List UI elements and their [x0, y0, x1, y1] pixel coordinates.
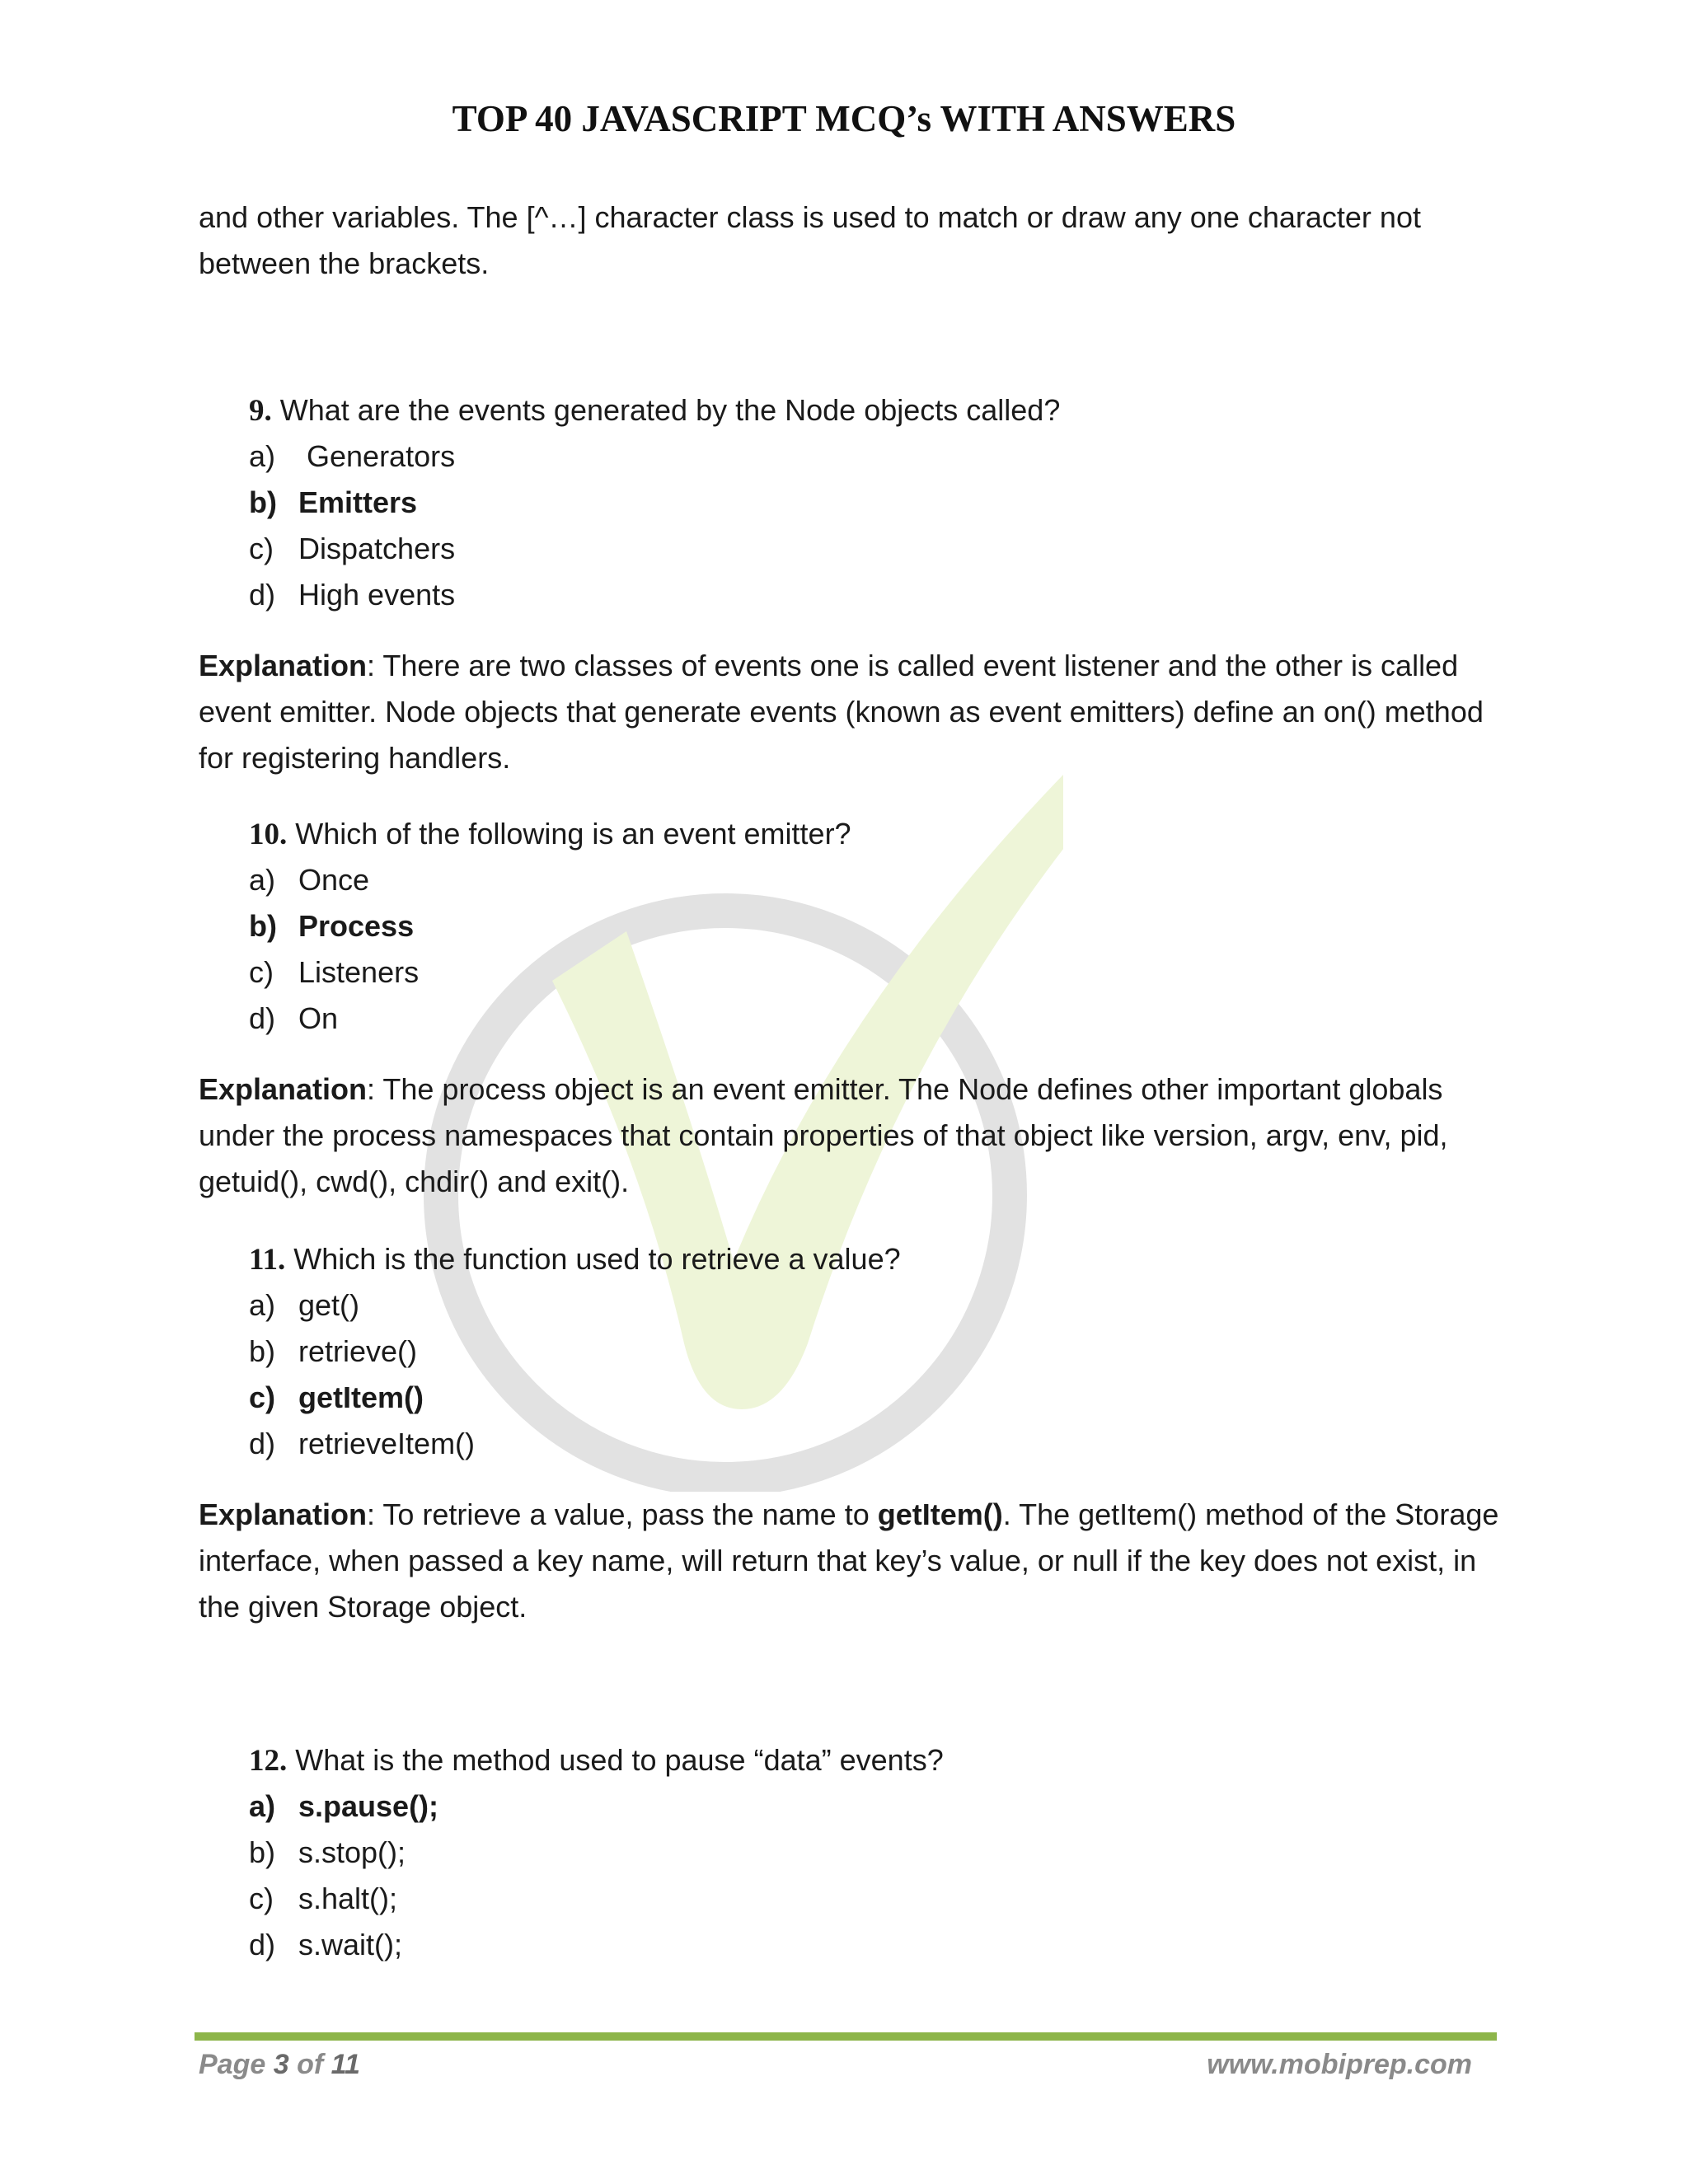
option-c [249, 1876, 1485, 1922]
option-a-correct [249, 1783, 1485, 1830]
question-number: 9. [249, 394, 272, 428]
option-text: On [298, 1001, 339, 1035]
intro-line-1: and other variables. The [^…] character class is used to match or draw any one character not [199, 200, 1421, 234]
option-letter: d) [249, 1427, 276, 1460]
option-text: Generators [298, 439, 456, 473]
question-number: 10. [249, 818, 288, 851]
option-letter: c) [249, 1380, 276, 1414]
explanation-text: : There are two classes of events one is called event listener and the other is called event emitter. Node objects that generate events (known as event emitters) define an on() method for registering handlers. [199, 649, 1484, 775]
question-text: Which is the function used to retrieve a value? [293, 1242, 901, 1276]
page-word: Page [199, 2049, 274, 2080]
option-text: retrieveItem() [298, 1427, 476, 1460]
option-letter: c) [249, 1882, 274, 1915]
question-11 [249, 1236, 1485, 1467]
page-number [199, 2049, 360, 2081]
explanation-label: Explanation [199, 1072, 368, 1106]
page-total: 11 [331, 2049, 360, 2080]
question-text: Which of the following is an event emitter? [295, 817, 851, 851]
option-b [249, 1329, 1485, 1375]
option-text: Emitters [298, 485, 418, 519]
option-letter: c) [249, 955, 274, 989]
option-c [249, 949, 1485, 996]
explanation-text-post: . The getItem() method of the Storage interface, when passed a key name, will return that key’s value, or null if the key does not exist, in the given Storage object. [199, 1497, 1499, 1624]
option-b-correct [249, 903, 1485, 949]
page-of: of [288, 2049, 331, 2080]
option-text: s.pause(); [298, 1789, 439, 1823]
option-text: s.wait(); [298, 1928, 402, 1961]
intro-line-2: between the brackets. [199, 246, 490, 280]
option-text: s.stop(); [298, 1835, 406, 1869]
option-text: Dispatchers [298, 532, 456, 565]
option-text: retrieve() [298, 1334, 418, 1368]
option-letter: b) [249, 1334, 276, 1368]
option-text: get() [298, 1288, 360, 1322]
explanation-9 [199, 643, 1501, 781]
option-letter: b) [249, 1835, 276, 1869]
option-b-correct [249, 480, 1485, 526]
option-text: Process [298, 909, 415, 943]
option-text: Once [298, 863, 370, 897]
option-a [249, 434, 1485, 480]
option-letter: b) [249, 485, 277, 519]
option-letter: a) [249, 863, 276, 897]
question-text: What are the events generated by the Node objects called? [279, 393, 1061, 427]
option-a [249, 1282, 1485, 1329]
question-10 [249, 811, 1485, 1042]
footer-divider [195, 2032, 1497, 2041]
explanation-label: Explanation [199, 1497, 368, 1531]
option-c-correct [249, 1375, 1485, 1421]
option-d [249, 572, 1485, 618]
option-letter: a) [249, 439, 276, 473]
intro-paragraph [199, 194, 1501, 287]
option-text: getItem() [298, 1380, 424, 1414]
explanation-text-bold: getItem() [877, 1497, 1003, 1531]
option-letter: d) [249, 1928, 276, 1961]
question-number: 12. [249, 1744, 288, 1778]
option-letter: a) [249, 1288, 276, 1322]
option-a [249, 857, 1485, 903]
option-letter: d) [249, 1001, 276, 1035]
option-text: High events [298, 578, 456, 612]
explanation-10 [199, 1066, 1501, 1205]
explanation-11 [199, 1492, 1501, 1630]
option-text: Listeners [298, 955, 420, 989]
option-d [249, 1421, 1485, 1467]
question-text: What is the method used to pause “data” events? [295, 1743, 944, 1777]
page-title: TOP 40 JAVASCRIPT MCQ’s WITH ANSWERS [452, 98, 1236, 139]
question-number: 11. [249, 1243, 286, 1277]
question-12 [249, 1737, 1485, 1968]
explanation-label: Explanation [199, 649, 368, 682]
option-letter: a) [249, 1789, 276, 1823]
website-link[interactable]: www.mobiprep.com [1207, 2049, 1472, 2080]
option-d [249, 996, 1485, 1042]
page-current: 3 [273, 2049, 289, 2080]
option-letter: c) [249, 532, 274, 565]
explanation-text: : The process object is an event emitter. The Node defines other important globals under the process namespaces that contain properties of that object like version, argv, env, pid, getuid(), cwd(), chdir() and exit(). [199, 1072, 1448, 1198]
option-c [249, 526, 1485, 572]
option-d [249, 1922, 1485, 1968]
option-letter: d) [249, 578, 276, 612]
option-text: s.halt(); [298, 1882, 398, 1915]
explanation-text-pre: : To retrieve a value, pass the name to [367, 1497, 878, 1531]
option-letter: b) [249, 909, 277, 943]
option-b [249, 1830, 1485, 1876]
question-9 [249, 387, 1485, 618]
